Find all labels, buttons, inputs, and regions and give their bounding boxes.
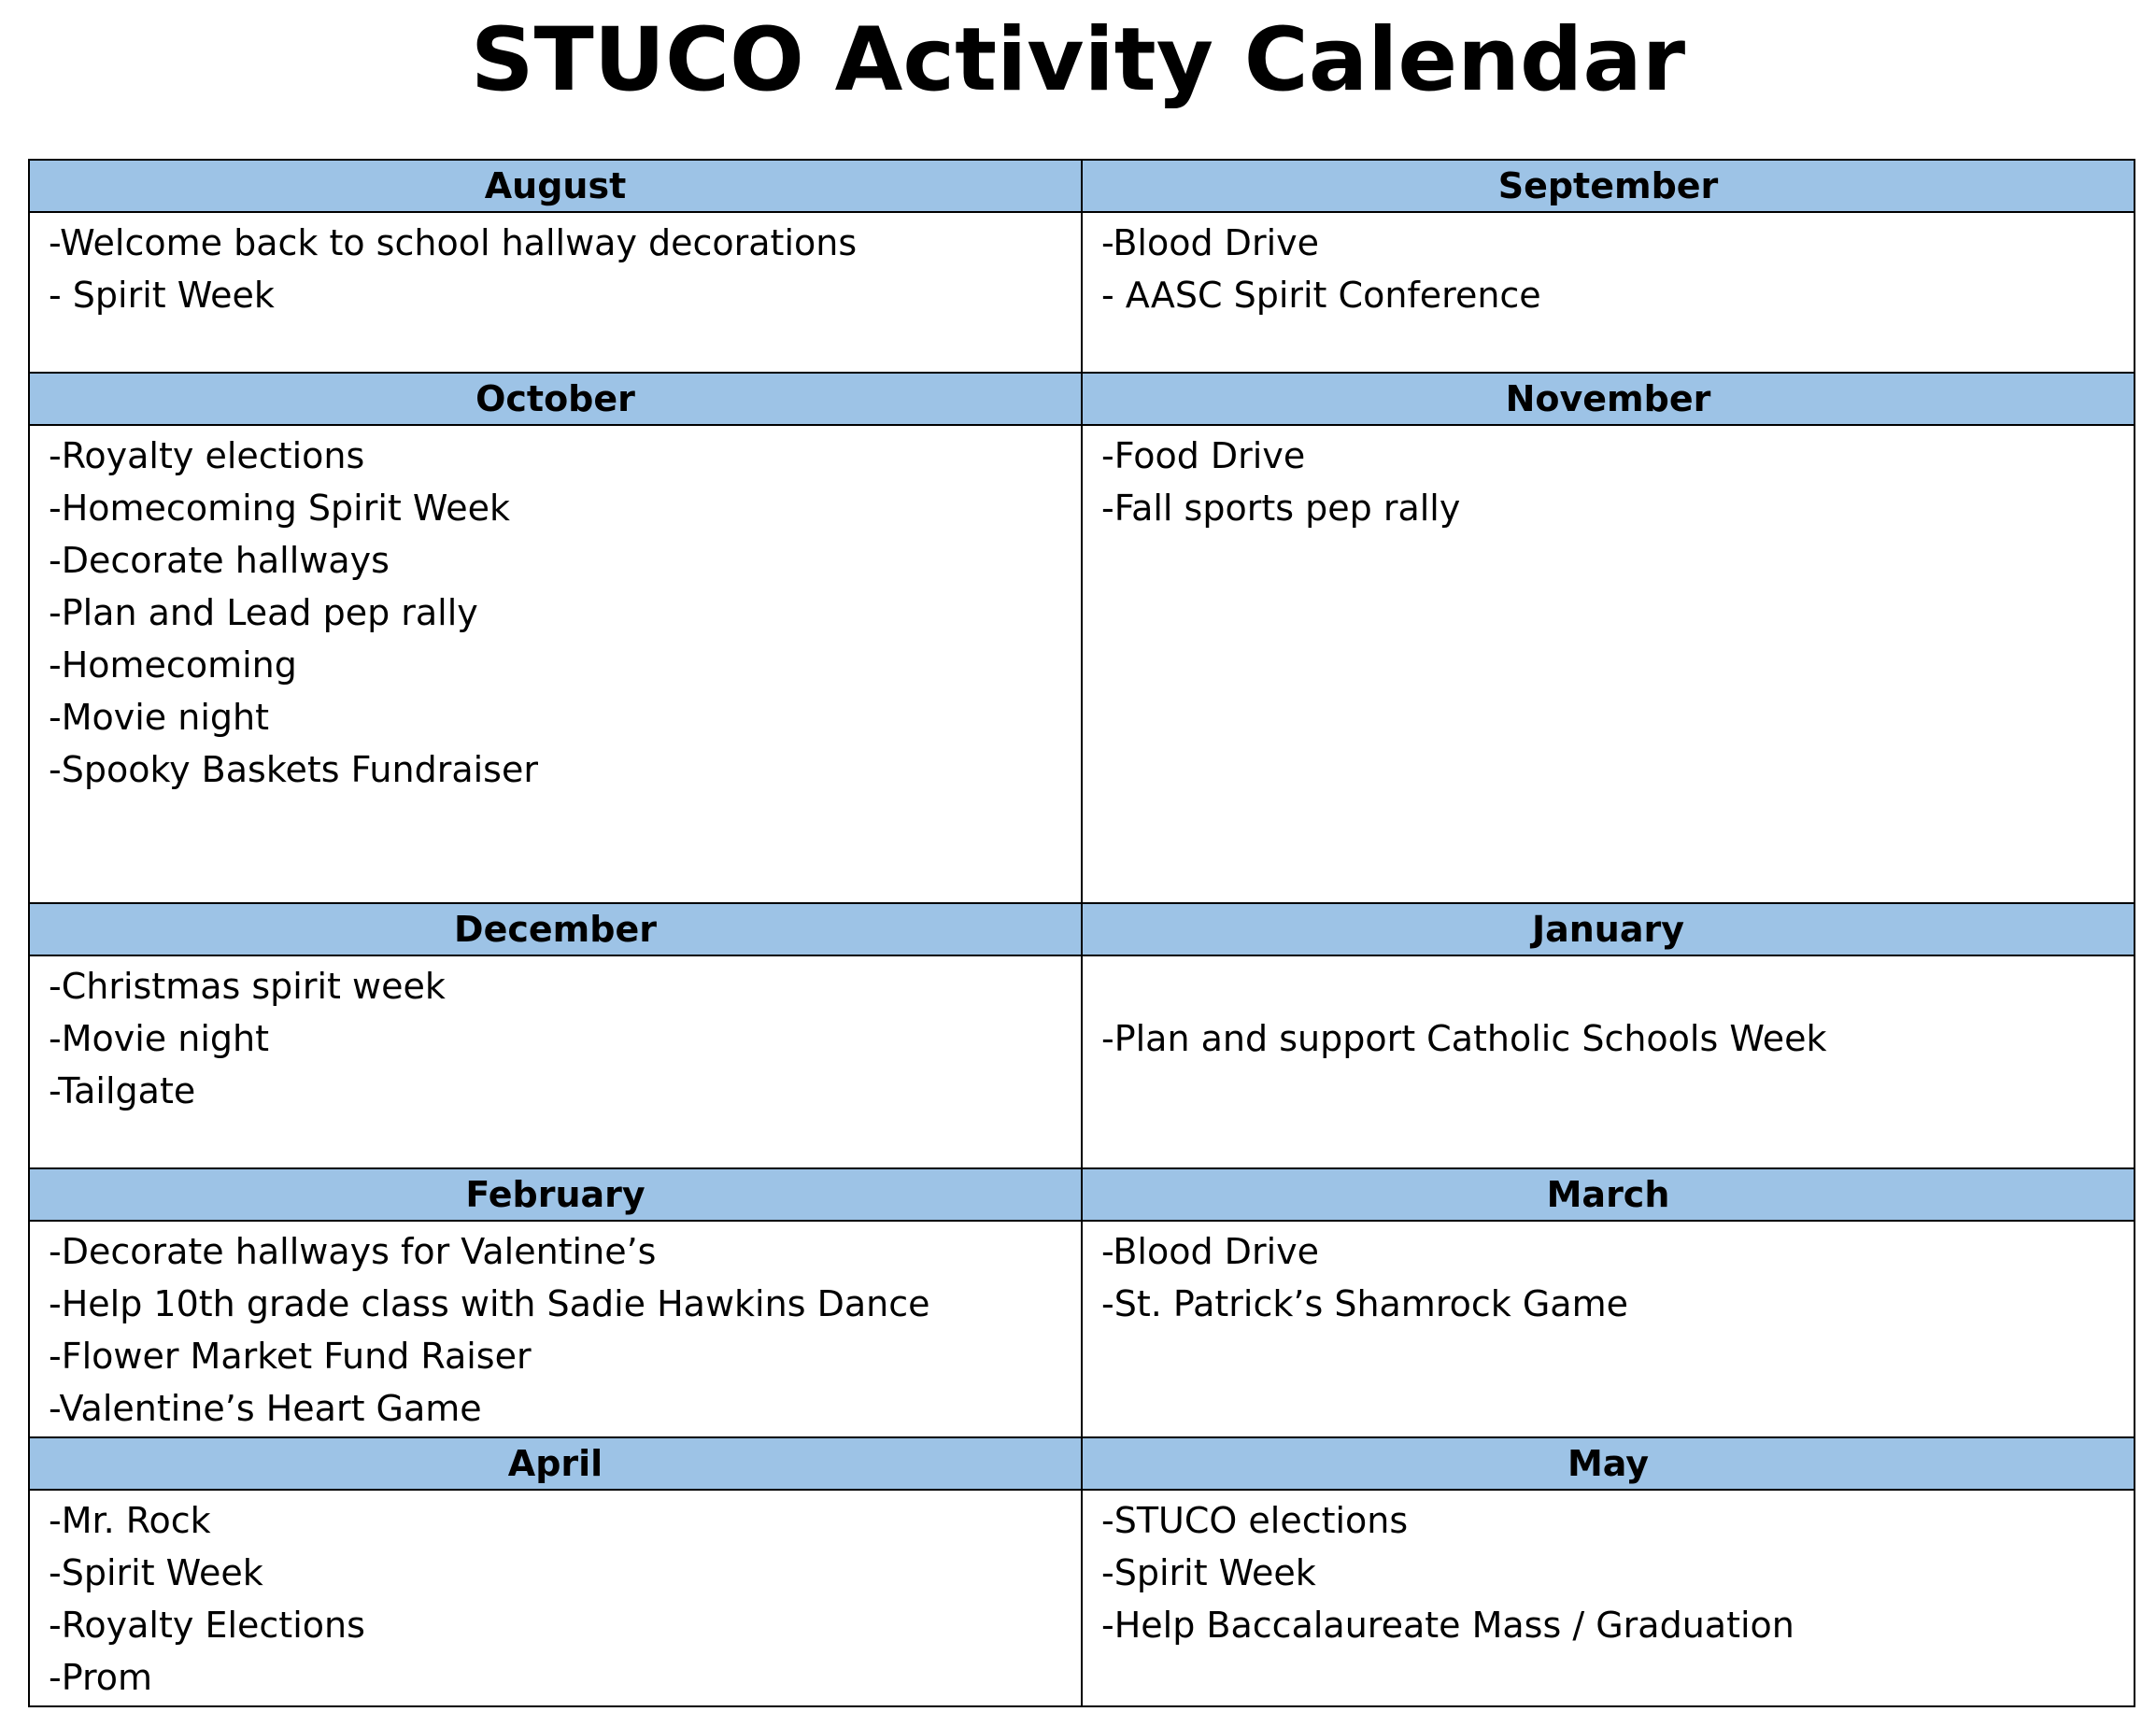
- month-header-october: October: [29, 373, 1082, 425]
- activity-item: -Help Baccalaureate Mass / Graduation: [1101, 1605, 1794, 1646]
- activity-item: -Royalty Elections: [49, 1605, 365, 1646]
- month-header-april: April: [29, 1437, 1082, 1490]
- activity-item: -Homecoming: [49, 644, 297, 686]
- month-header-december: December: [29, 903, 1082, 955]
- month-header-row: [29, 903, 2135, 955]
- month-cell-march: [1082, 1221, 2135, 1437]
- activity-item: -Help 10th grade class with Sadie Hawkins Dance: [49, 1283, 930, 1324]
- activity-item: -Valentine’s Heart Game: [49, 1388, 482, 1429]
- activity-calendar-table: [28, 159, 2135, 1707]
- activity-item: -Christmas spirit week: [49, 966, 446, 1007]
- month-cell-september: [1082, 212, 2135, 373]
- month-cell-august: [29, 212, 1082, 373]
- activity-item: -Spirit Week: [49, 1552, 263, 1593]
- activity-item: -Fall sports pep rally: [1101, 488, 1461, 529]
- month-header-row: [29, 1437, 2135, 1490]
- activity-item: - AASC Spirit Conference: [1101, 275, 1541, 316]
- month-cell-november: [1082, 425, 2135, 903]
- month-header-november: November: [1082, 373, 2135, 425]
- activity-item: -Movie night: [49, 1018, 269, 1059]
- month-header-may: May: [1082, 1437, 2135, 1490]
- month-header-row: [29, 160, 2135, 212]
- month-cell-may: [1082, 1490, 2135, 1706]
- activity-item: -Tailgate: [49, 1070, 196, 1111]
- page-title: STUCO Activity Calendar: [470, 9, 1686, 111]
- activity-item: -Plan and support Catholic Schools Week: [1101, 1018, 1827, 1059]
- activity-item: -Food Drive: [1101, 435, 1306, 476]
- activity-item: -St. Patrick’s Shamrock Game: [1101, 1283, 1628, 1324]
- activity-item: -Mr. Rock: [49, 1500, 211, 1541]
- activity-item: -Royalty elections: [49, 435, 365, 476]
- activity-item: -Blood Drive: [1101, 222, 1319, 263]
- month-header-march: March: [1082, 1168, 2135, 1221]
- month-body-row: [29, 1490, 2135, 1706]
- activity-item: -Movie night: [49, 697, 269, 738]
- activity-item: -Plan and Lead pep rally: [49, 592, 478, 633]
- month-cell-january: [1082, 955, 2135, 1168]
- month-cell-february: [29, 1221, 1082, 1437]
- month-header-august: August: [29, 160, 1082, 212]
- month-body-row: [29, 955, 2135, 1168]
- activity-item: -Decorate hallways: [49, 540, 390, 581]
- month-cell-december: [29, 955, 1082, 1168]
- month-header-row: [29, 1168, 2135, 1221]
- activity-item: -Spirit Week: [1101, 1552, 1316, 1593]
- activity-item: -Decorate hallways for Valentine’s: [49, 1231, 657, 1272]
- activity-item: -Homecoming Spirit Week: [49, 488, 510, 529]
- activity-item: - Spirit Week: [49, 275, 275, 316]
- blank-line: [1101, 960, 2134, 1012]
- month-header-september: September: [1082, 160, 2135, 212]
- month-body-row: [29, 1221, 2135, 1437]
- month-header-row: [29, 373, 2135, 425]
- activity-item: -Spooky Baskets Fundraiser: [49, 749, 538, 790]
- month-cell-april: [29, 1490, 1082, 1706]
- month-body-row: [29, 212, 2135, 373]
- activity-item: -Blood Drive: [1101, 1231, 1319, 1272]
- month-body-row: [29, 425, 2135, 903]
- activity-item: -STUCO elections: [1101, 1500, 1409, 1541]
- month-header-january: January: [1082, 903, 2135, 955]
- activity-item: -Welcome back to school hallway decorations: [49, 222, 858, 263]
- month-header-february: February: [29, 1168, 1082, 1221]
- activity-item: -Prom: [49, 1657, 153, 1698]
- activity-item: -Flower Market Fund Raiser: [49, 1336, 532, 1377]
- month-cell-october: [29, 425, 1082, 903]
